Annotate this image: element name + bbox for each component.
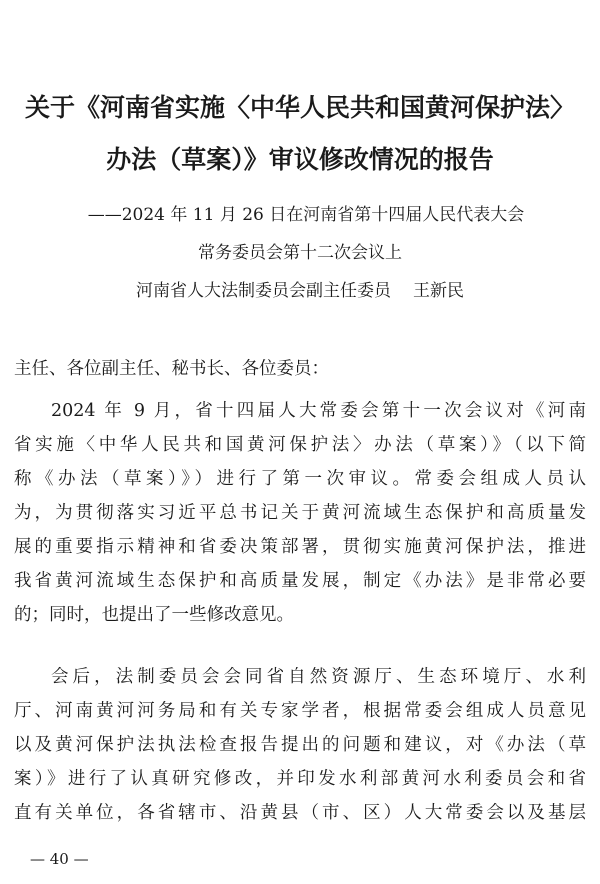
speaker-name: 王新民 — [413, 281, 464, 301]
paragraph-1-line: 的；同时，也提出了一些修改意见。 — [14, 605, 294, 625]
page-number: — 40 — — [30, 850, 89, 868]
paragraph-1-line: 称《办法（草案）》）进行了第一次审议。常委会组成人员认 — [14, 469, 586, 489]
paragraph-2-line: 厅、河南黄河河务局和有关专家学者，根据常委会组成人员意见 — [14, 701, 586, 721]
paragraph-1-line: 为，为贯彻落实习近平总书记关于黄河流域生态保护和高质量发 — [14, 503, 586, 523]
paragraph-1-line: 2024 年 9 月，省十四届人大常委会第十一次会议对《河南 — [51, 401, 586, 421]
report-title-line-2: 办法（草案）》审议修改情况的报告 — [106, 145, 494, 174]
speaker-line — [0, 276, 600, 301]
report-title-line-1: 关于《河南省实施〈中华人民共和国黄河保护法〉 — [24, 93, 575, 122]
paragraph-2 — [14, 660, 586, 830]
salutation — [14, 352, 586, 386]
salutation-text: 主任、各位副主任、秘书长、各位委员： — [14, 359, 329, 379]
paragraph-2-line: 案）》进行了认真研究修改，并印发水利部黄河水利委员会和省 — [14, 769, 586, 789]
paragraph-2-line: 直有关单位，各省辖市、沿黄县（市、区）人大常委会以及基层 — [14, 803, 586, 823]
speaker-title: 河南省人大法制委员会副主任委员 — [136, 281, 391, 301]
paragraph-1-line: 省实施〈中华人民共和国黄河保护法〉办法（草案）》（以下简 — [14, 435, 586, 455]
paragraph-1-line: 我省黄河流域生态保护和高质量发展，制定《办法》是非常必要 — [14, 571, 586, 591]
subtitle-meeting-line: 常务委员会第十二次会议上 — [198, 243, 402, 263]
paragraph-2-line: 以及黄河保护法执法检查报告提出的问题和建议，对《办法（草 — [14, 735, 586, 755]
paragraph-1 — [14, 394, 586, 632]
subtitle-date-line: ——2024 年 11 月 26 日在河南省第十四届人民代表大会 — [87, 205, 525, 225]
paragraph-2-line: 会后，法制委员会会同省自然资源厅、生态环境厅、水利 — [51, 667, 586, 687]
paragraph-1-line: 展的重要指示精神和省委决策部署，贯彻实施黄河保护法，推进 — [14, 537, 586, 557]
